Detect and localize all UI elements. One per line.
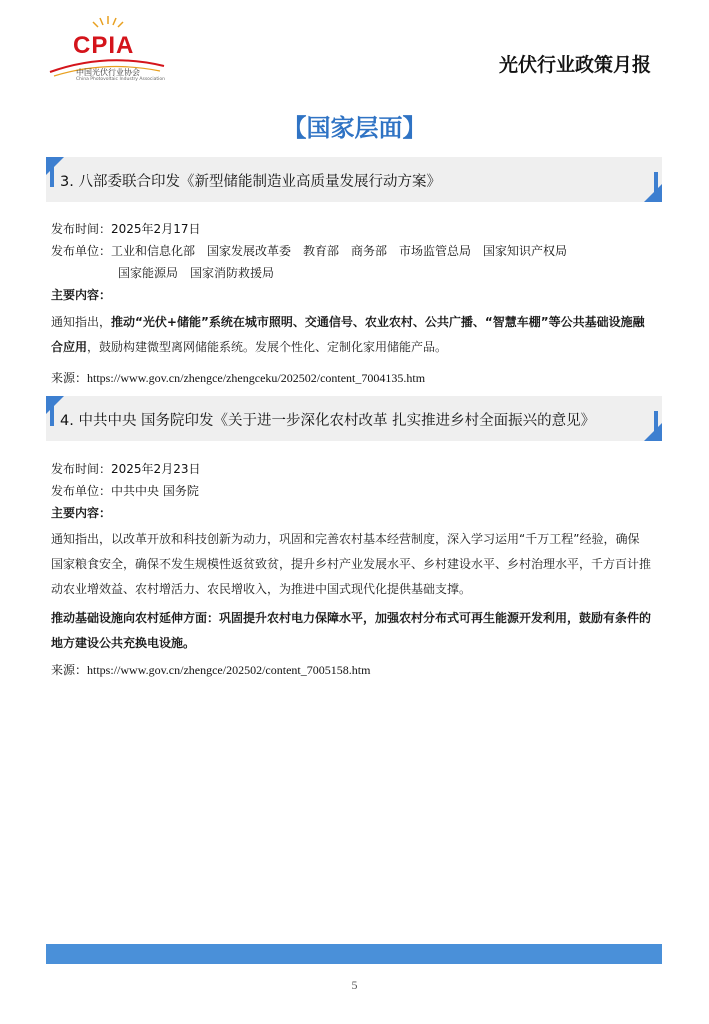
corner-decoration [654, 172, 658, 202]
para-text: ，鼓励构建微型离网储能系统。发展个性化、定制化家用储能产品。 [87, 340, 448, 354]
date-value: 2025年2月17日 [111, 222, 201, 236]
corner-decoration [654, 411, 658, 441]
date-value: 2025年2月23日 [111, 462, 201, 476]
cpia-logo [46, 14, 168, 82]
corner-decoration [644, 423, 662, 441]
publisher-value: 工业和信息化部 国家发展改革委 教育部 商务部 市场监管总局 国家知识产权局 [111, 244, 568, 258]
logo-cn-name: 中国光伏行业协会 [76, 68, 140, 77]
footer-bar [46, 944, 662, 964]
item-4-source [51, 661, 370, 678]
item-4-date [51, 458, 200, 480]
corner-decoration [50, 396, 54, 426]
publisher-label: 发布单位： [51, 484, 112, 498]
item-4-title: 4. 中共中央 国务院印发《关于进一步深化农村改革 扎实推进乡村全面振兴的意见》 [60, 413, 596, 429]
page-number: 5 [351, 978, 358, 992]
logo-text: CPIA [73, 32, 135, 59]
item-3-date [51, 218, 200, 240]
section-title: 【国家层面】 [282, 114, 427, 142]
para-text: 通知指出， [51, 315, 112, 329]
publisher-value: 中共中央 国务院 [111, 484, 199, 498]
item-3-publisher [51, 240, 567, 262]
source-link[interactable]: https://www.gov.cn/zhengce/202502/content_7005158.htm [87, 663, 371, 677]
source-label: 来源： [51, 663, 88, 677]
item-3-publisher-cont: 国家能源局 国家消防救援局 [118, 266, 275, 280]
report-title: 光伏行业政策月报 [498, 54, 651, 76]
source-label: 来源： [51, 371, 88, 385]
corner-decoration [644, 184, 662, 202]
item-3-source [51, 369, 425, 386]
logo-en-name: China Photovoltaic Industry Association [76, 77, 166, 82]
date-label: 发布时间： [51, 462, 112, 476]
item-4-content-bold: 推动基础设施向农村延伸方面：巩固提升农村电力保障水平，加强农村分布式可再生能源开发利用，鼓励有条件的地方建设公共充换电设施。 [51, 611, 652, 650]
para-bold-text: 推动“光伏+储能”系统在城市照明、交通信号、农业农村、公共广播、“智慧车棚”等公共基础设施融合应用 [51, 315, 645, 354]
item-3-content [51, 310, 651, 360]
item-4-content: 通知指出，以改革开放和科技创新为动力，巩固和完善农村基本经营制度，深入学习运用“千万工程”经验，确保国家粮食安全，确保不发生规模性返贫致贫，提升乡村产业发展水平、乡村建设水平、乡村治理水平，千方百计推动农业增效益、农村增活力、农民增收入，为推进中国式现代化提供基础支撑。 [51, 532, 652, 596]
item-3-content-label: 主要内容： [51, 288, 112, 302]
item-4-title-bar [46, 396, 662, 441]
publisher-label: 发布单位： [51, 244, 112, 258]
date-label: 发布时间： [51, 222, 112, 236]
item-4-content-label: 主要内容： [51, 506, 112, 520]
item-3-title-bar [46, 157, 662, 202]
item-4-publisher [51, 480, 199, 502]
corner-decoration [50, 157, 54, 187]
item-3-title: 3. 八部委联合印发《新型储能制造业高质量发展行动方案》 [60, 174, 441, 190]
source-link[interactable]: https://www.gov.cn/zhengce/zhengceku/202502/content_7004135.htm [87, 371, 426, 385]
